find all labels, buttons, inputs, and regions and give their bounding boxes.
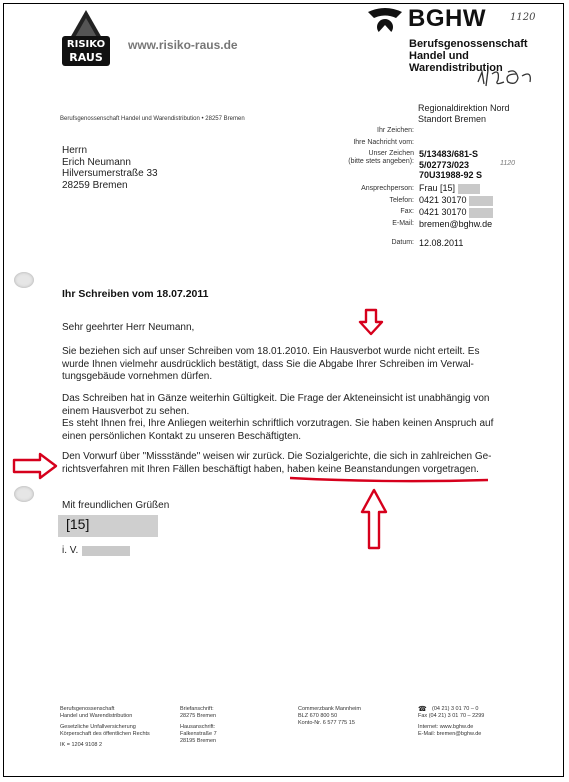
paragraph-2-line-1: Das Schreiben hat in Gänze weiterhin Gültigkeit. Die Frage der Akteneinsicht ist unabhängig von bbox=[62, 393, 490, 404]
ansprechperson-label: Ansprechperson: bbox=[361, 185, 414, 192]
risiko-logo-text-bottom: RAUS bbox=[69, 51, 103, 64]
signature-placeholder: [15] bbox=[66, 516, 90, 532]
unser-zeichen-value-1: 5/13483/681-S bbox=[419, 149, 479, 159]
bghw-name-line2: Handel und bbox=[409, 50, 469, 62]
footer-col1-line-5: Körperschaft des öffentlichen Rechts bbox=[60, 731, 150, 737]
ihre-nachricht-label: Ihre Nachricht vom: bbox=[353, 139, 414, 146]
email-label: E-Mail: bbox=[392, 220, 414, 227]
footer-col1-line-4: Gesetzliche Unfallversicherung bbox=[60, 724, 136, 730]
unser-zeichen-value-3: 70U31988-92 S bbox=[419, 170, 483, 180]
recipient-street: Hilversumerstraße 33 bbox=[62, 168, 158, 179]
paragraph-2-line-3: Es steht Ihnen frei, Ihre Anliegen weiterhin schriftlich vorzutragen. Sie haben keinen Anspruch auf bbox=[62, 418, 494, 429]
footer-column-3 bbox=[298, 706, 361, 727]
footer-col4-line-1: (04 21) 3 01 70 – 0 bbox=[432, 706, 479, 712]
fax-text: 0421 30170 bbox=[419, 207, 467, 217]
letter-subject: Ihr Schreiben vom 18.07.2011 bbox=[62, 288, 209, 300]
arrow-up-icon bbox=[362, 490, 386, 548]
arrow-down-icon bbox=[360, 310, 382, 334]
footer-col2-line-6: 28195 Bremen bbox=[180, 738, 217, 744]
footer-col4-line-4[interactable]: Internet: www.bghw.de bbox=[418, 724, 474, 730]
paragraph-3-line-1: Den Vorwurf über "Missstände" weisen wir zurück. Die Sozialgerichte, die sich in zahlreichen Ge- bbox=[62, 451, 492, 462]
footer-col1-line-2: Handel und Warendistribution bbox=[60, 713, 133, 719]
ansprechperson-text: Frau [15] bbox=[419, 183, 456, 193]
footer-col3-line-2: BLZ 670 800 50 bbox=[298, 713, 338, 719]
phone-icon: ☎ bbox=[418, 706, 427, 713]
bitte-angeben-label: (bitte stets angeben): bbox=[348, 158, 414, 165]
fax-label: Fax: bbox=[400, 208, 414, 215]
footer-col2-line-5: Falkenstraße 7 bbox=[180, 731, 217, 737]
datum-label: Datum: bbox=[391, 239, 414, 246]
ihr-zeichen-label: Ihr Zeichen: bbox=[377, 127, 414, 134]
unser-zeichen-label: Unser Zeichen bbox=[368, 150, 414, 157]
datum-value: 12.08.2011 bbox=[419, 238, 464, 248]
bghw-name-line1: Berufsgenossenschaft bbox=[409, 38, 528, 50]
risiko-logo-text-top: RISIKO bbox=[66, 39, 106, 50]
recipient-salutation: Herrn bbox=[62, 145, 88, 156]
office-line-1: Regionaldirektion Nord bbox=[418, 103, 510, 113]
arrow-right-icon bbox=[14, 454, 56, 478]
paragraph-2-line-2: einem Hausverbot zu sehen. bbox=[62, 405, 190, 417]
footer-col1-line-7: IK = 1204 9108 2 bbox=[60, 742, 103, 748]
footer-column-4 bbox=[418, 706, 484, 738]
recipient-name: Erich Neumann bbox=[62, 156, 131, 168]
footer-col3-line-3: Konto-Nr. 6 577 775 15 bbox=[298, 720, 355, 726]
paragraph-1-line-3: tungsgebäude vornehmen dürfen. bbox=[62, 371, 213, 382]
bghw-name-line3: Warendistribution bbox=[409, 62, 503, 74]
footer-col4-line-2: Fax (04 21) 3 01 70 – 2299 bbox=[418, 713, 485, 719]
bghw-brand: BGHW bbox=[408, 5, 486, 32]
footer-column-2 bbox=[180, 706, 217, 745]
footer-col2-line-1: Briefanschrift: bbox=[180, 706, 214, 712]
unser-zeichen-value-2: 5/02773/023 bbox=[419, 159, 470, 170]
telefon-label: Telefon: bbox=[389, 197, 414, 204]
sender-return-line: Berufsgenossenschaft Handel und Warendistribution • 28257 Bremen bbox=[60, 116, 245, 122]
paragraph-1-line-2: wurde Ihnen vielmehr ausdrücklich bestätigt, dass Sie die Abgabe Ihrer Schreiben im Verwal- bbox=[62, 358, 474, 370]
paragraph-2-line-4: einen persönlichen Kontakt zu unseren Beschäftigten. bbox=[62, 430, 302, 442]
red-underline bbox=[290, 478, 488, 481]
reference-margin-note: 1120 bbox=[500, 160, 516, 167]
recipient-city: 28259 Bremen bbox=[62, 179, 128, 191]
footer-col2-line-2: 28275 Bremen bbox=[180, 713, 217, 719]
letter-closing: Mit freundlichen Grüßen bbox=[62, 500, 170, 511]
email-value[interactable]: bremen@bghw.de bbox=[419, 219, 493, 229]
office-line-2: Standort Bremen bbox=[418, 113, 487, 124]
iv-label: i. V. bbox=[62, 545, 79, 556]
footer-col3-line-1: Commerzbank Mannheim bbox=[298, 706, 361, 712]
letter-greeting: Sehr geehrter Herr Neumann, bbox=[62, 322, 195, 333]
website-link[interactable]: www.risiko-raus.de bbox=[128, 38, 238, 52]
footer-column-1 bbox=[60, 706, 150, 749]
paragraph-1-line-1: Sie beziehen sich auf unser Schreiben vom 18.01.2010. Ein Hausverbot wurde nicht erteilt. Es bbox=[62, 346, 480, 357]
telefon-text: 0421 30170 bbox=[419, 195, 467, 205]
paragraph-3-line-2: richtsverfahren mit Ihren Fällen beschäftigt haben, haben keine Beanstandungen vorgetragen. bbox=[62, 463, 479, 475]
footer-col1-line-1: Berufsgenossenschaft bbox=[60, 706, 115, 712]
footer-col2-line-4: Hausanschrift: bbox=[180, 724, 216, 730]
handwritten-corner-note: 1120 bbox=[510, 12, 536, 23]
footer-col4-line-5[interactable]: E-Mail: bremen@bghw.de bbox=[418, 731, 482, 737]
